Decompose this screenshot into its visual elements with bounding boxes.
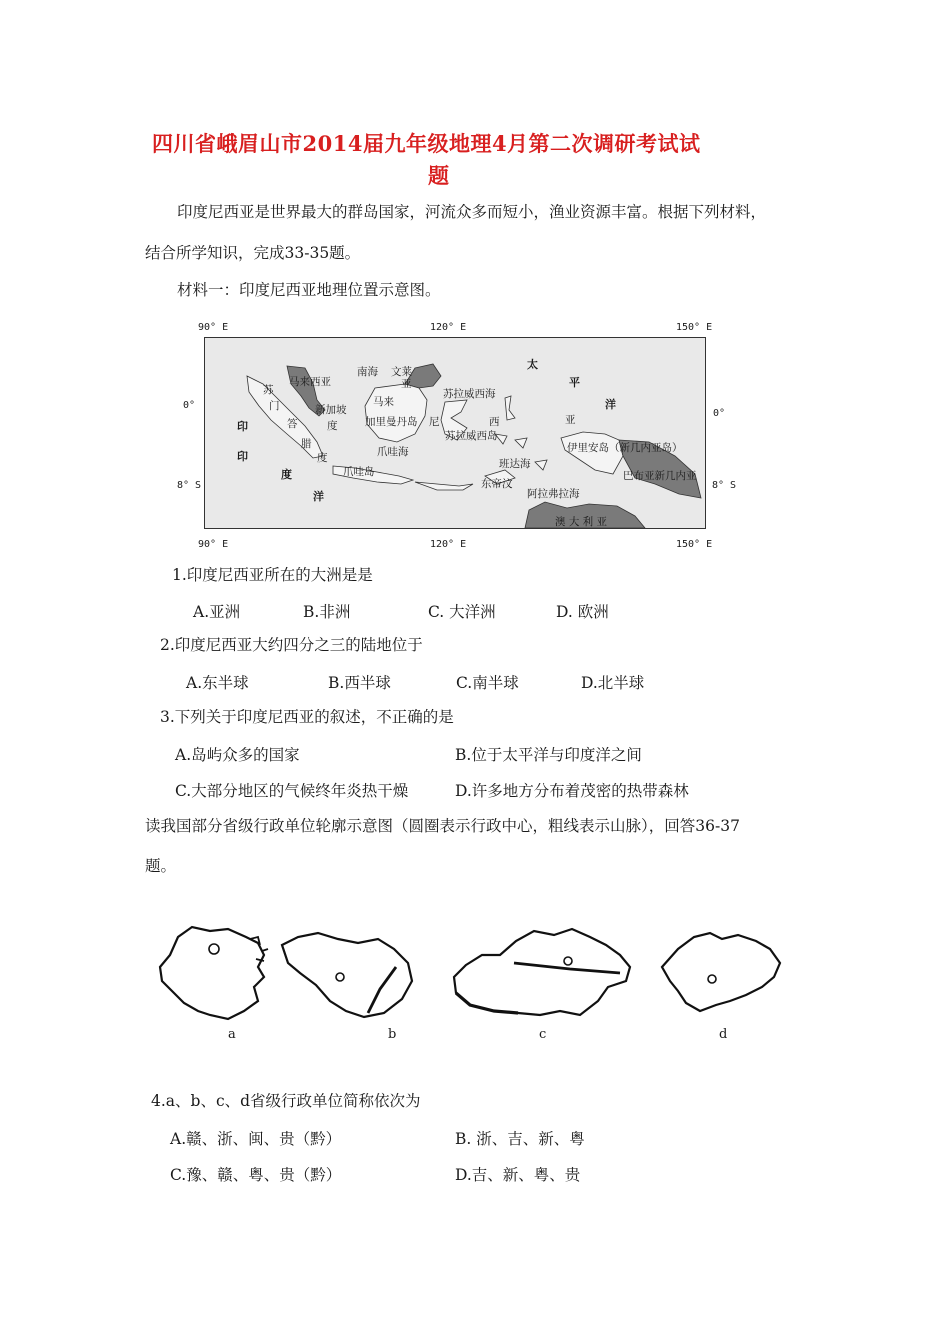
q1-option-d: D. 欧洲 (556, 603, 609, 621)
coord-label: 120° E (430, 322, 467, 333)
map-label-java-sea: 爪哇海 (377, 446, 409, 458)
province-label-a: a (228, 1027, 236, 1042)
read-prompt-line1: 读我国部分省级行政单位轮廓示意图（圆圈表示行政中心，粗线表示山脉），回答36-37 (145, 817, 740, 835)
map-label-yin2: 印 (237, 450, 248, 463)
map-label-men: 门 (269, 400, 280, 412)
province-shapes (150, 915, 800, 1025)
map-label-png: 巴布亚新几内亚 (623, 470, 697, 482)
province-label-c: c (539, 1027, 547, 1042)
intro-line2: 结合所学知识，完成33-35题。 (145, 244, 361, 262)
map-label-singapore: 新加坡 (315, 404, 347, 416)
q4-stem: 4.a、b、c、d省级行政单位简称依次为 (151, 1092, 421, 1110)
q3-option-c: C.大部分地区的气候终年炎热干燥 (175, 782, 409, 800)
map-frame (204, 337, 706, 529)
map-label-tai: 太 (527, 358, 538, 371)
map-label-ya: 亚 (401, 378, 412, 390)
map-label-du: 度 (327, 420, 338, 432)
coord-label: 8° S (177, 480, 202, 491)
q3-option-d: D.许多地方分布着茂密的热带森林 (455, 782, 689, 800)
q1-option-c: C. 大洋洲 (428, 603, 496, 621)
q1-option-a: A.亚洲 (193, 603, 241, 621)
map-label-irian: 伊里安岛（新几内亚岛） (567, 442, 683, 454)
map-label-java: 爪哇岛 (343, 466, 375, 478)
map-label-malaysia: 马来西亚 (289, 376, 331, 388)
map-label-xi: 西 (489, 416, 500, 428)
map-label-malai: 马来 (373, 396, 394, 408)
map-label-yin: 印 (237, 420, 248, 433)
map-label-south-sea: 南海 (357, 366, 378, 378)
map-label-ya2: 亚 (565, 414, 576, 426)
province-label-d: d (719, 1027, 728, 1042)
q1-option-b: B.非洲 (303, 603, 351, 621)
map-label-la: 腊 (301, 438, 312, 450)
map-label-dao: 度 (317, 452, 328, 464)
coord-label: 120° E (430, 539, 467, 550)
map-label-yang: 洋 (313, 490, 324, 503)
page-title-line1: 四川省峨眉山市2014届九年级地理4月第二次调研考试试 (152, 131, 701, 156)
q4-option-d: D.吉、新、粤、贵 (455, 1166, 581, 1184)
q2-option-a: A.东半球 (186, 674, 249, 692)
map-label-sulawesi: 苏拉威西岛 (445, 430, 498, 442)
coord-label: 0° (713, 408, 726, 419)
coord-label: 90° E (198, 322, 229, 333)
map-label-timor: 东帝汶 (481, 478, 513, 490)
q4-option-c: C.豫、赣、粤、贵（黔） (170, 1166, 342, 1184)
province-outlines-figure (150, 915, 800, 1025)
coord-label: 8° S (712, 480, 737, 491)
map-label-brunei: 文莱 (391, 366, 412, 378)
coord-label: 0° (183, 400, 196, 411)
q3-option-a: A.岛屿众多的国家 (175, 746, 300, 764)
coord-label: 150° E (676, 322, 713, 333)
q2-stem: 2.印度尼西亚大约四分之三的陆地位于 (160, 636, 423, 654)
map-label-arafura: 阿拉弗拉海 (527, 488, 580, 500)
q2-option-d: D.北半球 (581, 674, 645, 692)
province-label-b: b (388, 1027, 397, 1042)
map-label-su: 苏 (263, 384, 274, 396)
q4-option-b: B. 浙、吉、新、粤 (455, 1130, 585, 1148)
map-label-yang2: 洋 (605, 398, 616, 411)
map-label-du2: 度 (281, 468, 292, 481)
q2-option-c: C.南半球 (456, 674, 519, 692)
q3-option-b: B.位于太平洋与印度洋之间 (455, 746, 642, 764)
q2-option-b: B.西半球 (328, 674, 391, 692)
map-label-australia: 澳 大 利 亚 (555, 516, 608, 528)
map-label-ni: 尼 (429, 416, 440, 428)
coord-label: 150° E (676, 539, 713, 550)
map-label-banda: 班达海 (499, 458, 531, 470)
map-label-da: 答 (287, 418, 298, 430)
map-label-kalimantan: 加里曼丹岛 (365, 416, 418, 428)
intro-line1: 印度尼西亚是世界最大的群岛国家，河流众多而短小，渔业资源丰富。根据下列材料， (177, 203, 767, 221)
map-label-sulawesi-sea: 苏拉威西海 (443, 388, 496, 400)
coord-label: 90° E (198, 539, 229, 550)
material-caption: 材料一：印度尼西亚地理位置示意图。 (177, 281, 441, 299)
read-prompt-line2: 题。 (145, 857, 177, 875)
page-title-line2: 题 (428, 163, 450, 188)
map-label-ping: 平 (569, 376, 580, 389)
q1-stem: 1.印度尼西亚所在的大洲是是 (172, 566, 373, 584)
q3-stem: 3.下列关于印度尼西亚的叙述，不正确的是 (160, 708, 454, 726)
q4-option-a: A.赣、浙、闽、贵（黔） (170, 1130, 342, 1148)
